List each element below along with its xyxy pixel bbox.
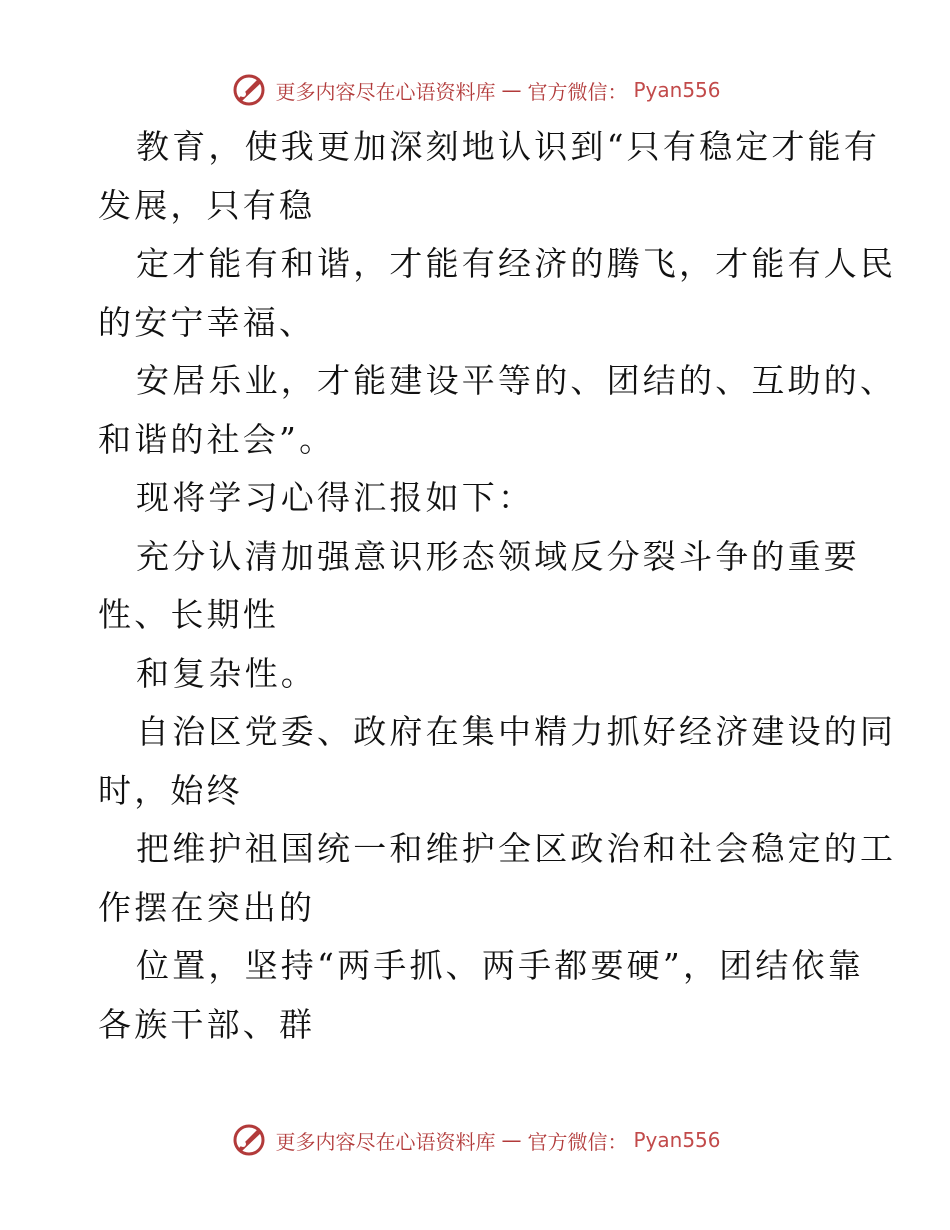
document-body xyxy=(0,118,950,1054)
paragraph-continuation: 时，始终 xyxy=(98,770,243,810)
banner-wechat-label: 官方微信： xyxy=(527,1129,628,1154)
banner-wechat-label: 官方微信： xyxy=(527,79,628,104)
paragraph-line: 把维护祖国统一和维护全区政治和社会稳定的工 xyxy=(136,829,897,868)
paragraph-3 xyxy=(0,352,950,469)
paragraph-continuation: 性、长期性 xyxy=(98,595,279,634)
paragraph-8 xyxy=(0,820,950,937)
banner-text: 更多内容尽在心语资料库 xyxy=(275,79,496,104)
paragraph-line: 位置，坚持“两手抓、两手都要硬”，团结依靠 xyxy=(136,946,864,985)
paragraph-line: 定才能有和谐，才能有经济的腾飞，才能有人民 xyxy=(136,244,897,283)
quill-logo-icon xyxy=(229,70,269,110)
banner-separator: — xyxy=(501,78,522,102)
paragraph-line: 充分认清加强意识形态领域反分裂斗争的重要 xyxy=(136,536,860,576)
paragraph-continuation: 的安宁幸福、 xyxy=(98,302,316,342)
banner-wechat-handle: Pyan556 xyxy=(633,78,721,102)
paragraph-9 xyxy=(0,937,950,1054)
quill-logo-icon xyxy=(229,1120,269,1160)
paragraph-continuation: 和谐的社会”。 xyxy=(98,419,336,459)
banner-separator: — xyxy=(501,1128,522,1152)
banner-wechat-handle: Pyan556 xyxy=(633,1128,721,1152)
paragraph-continuation: 作摆在突出的 xyxy=(98,887,316,927)
paragraph-6 xyxy=(0,645,950,704)
paragraph-1 xyxy=(0,118,950,235)
paragraph-line: 教育，使我更加深刻地认识到“只有稳定才能有 xyxy=(136,127,881,166)
paragraph-line: 自治区党委、政府在集中精力抓好经济建设的同 xyxy=(136,712,897,751)
footer-banner xyxy=(0,1118,950,1162)
paragraph-7 xyxy=(0,703,950,820)
paragraph-line: 现将学习心得汇报如下： xyxy=(136,478,535,517)
paragraph-2 xyxy=(0,235,950,352)
paragraph-line: 安居乐业，才能建设平等的、团结的、互助的、 xyxy=(136,361,897,400)
banner-text: 更多内容尽在心语资料库 xyxy=(275,1129,496,1154)
paragraph-4 xyxy=(0,469,950,528)
paragraph-continuation: 发展，只有稳 xyxy=(98,185,316,225)
paragraph-5 xyxy=(0,528,950,645)
paragraph-continuation: 各族干部、群 xyxy=(98,1004,316,1044)
header-banner xyxy=(0,68,950,112)
paragraph-line: 和复杂性。 xyxy=(136,653,317,693)
